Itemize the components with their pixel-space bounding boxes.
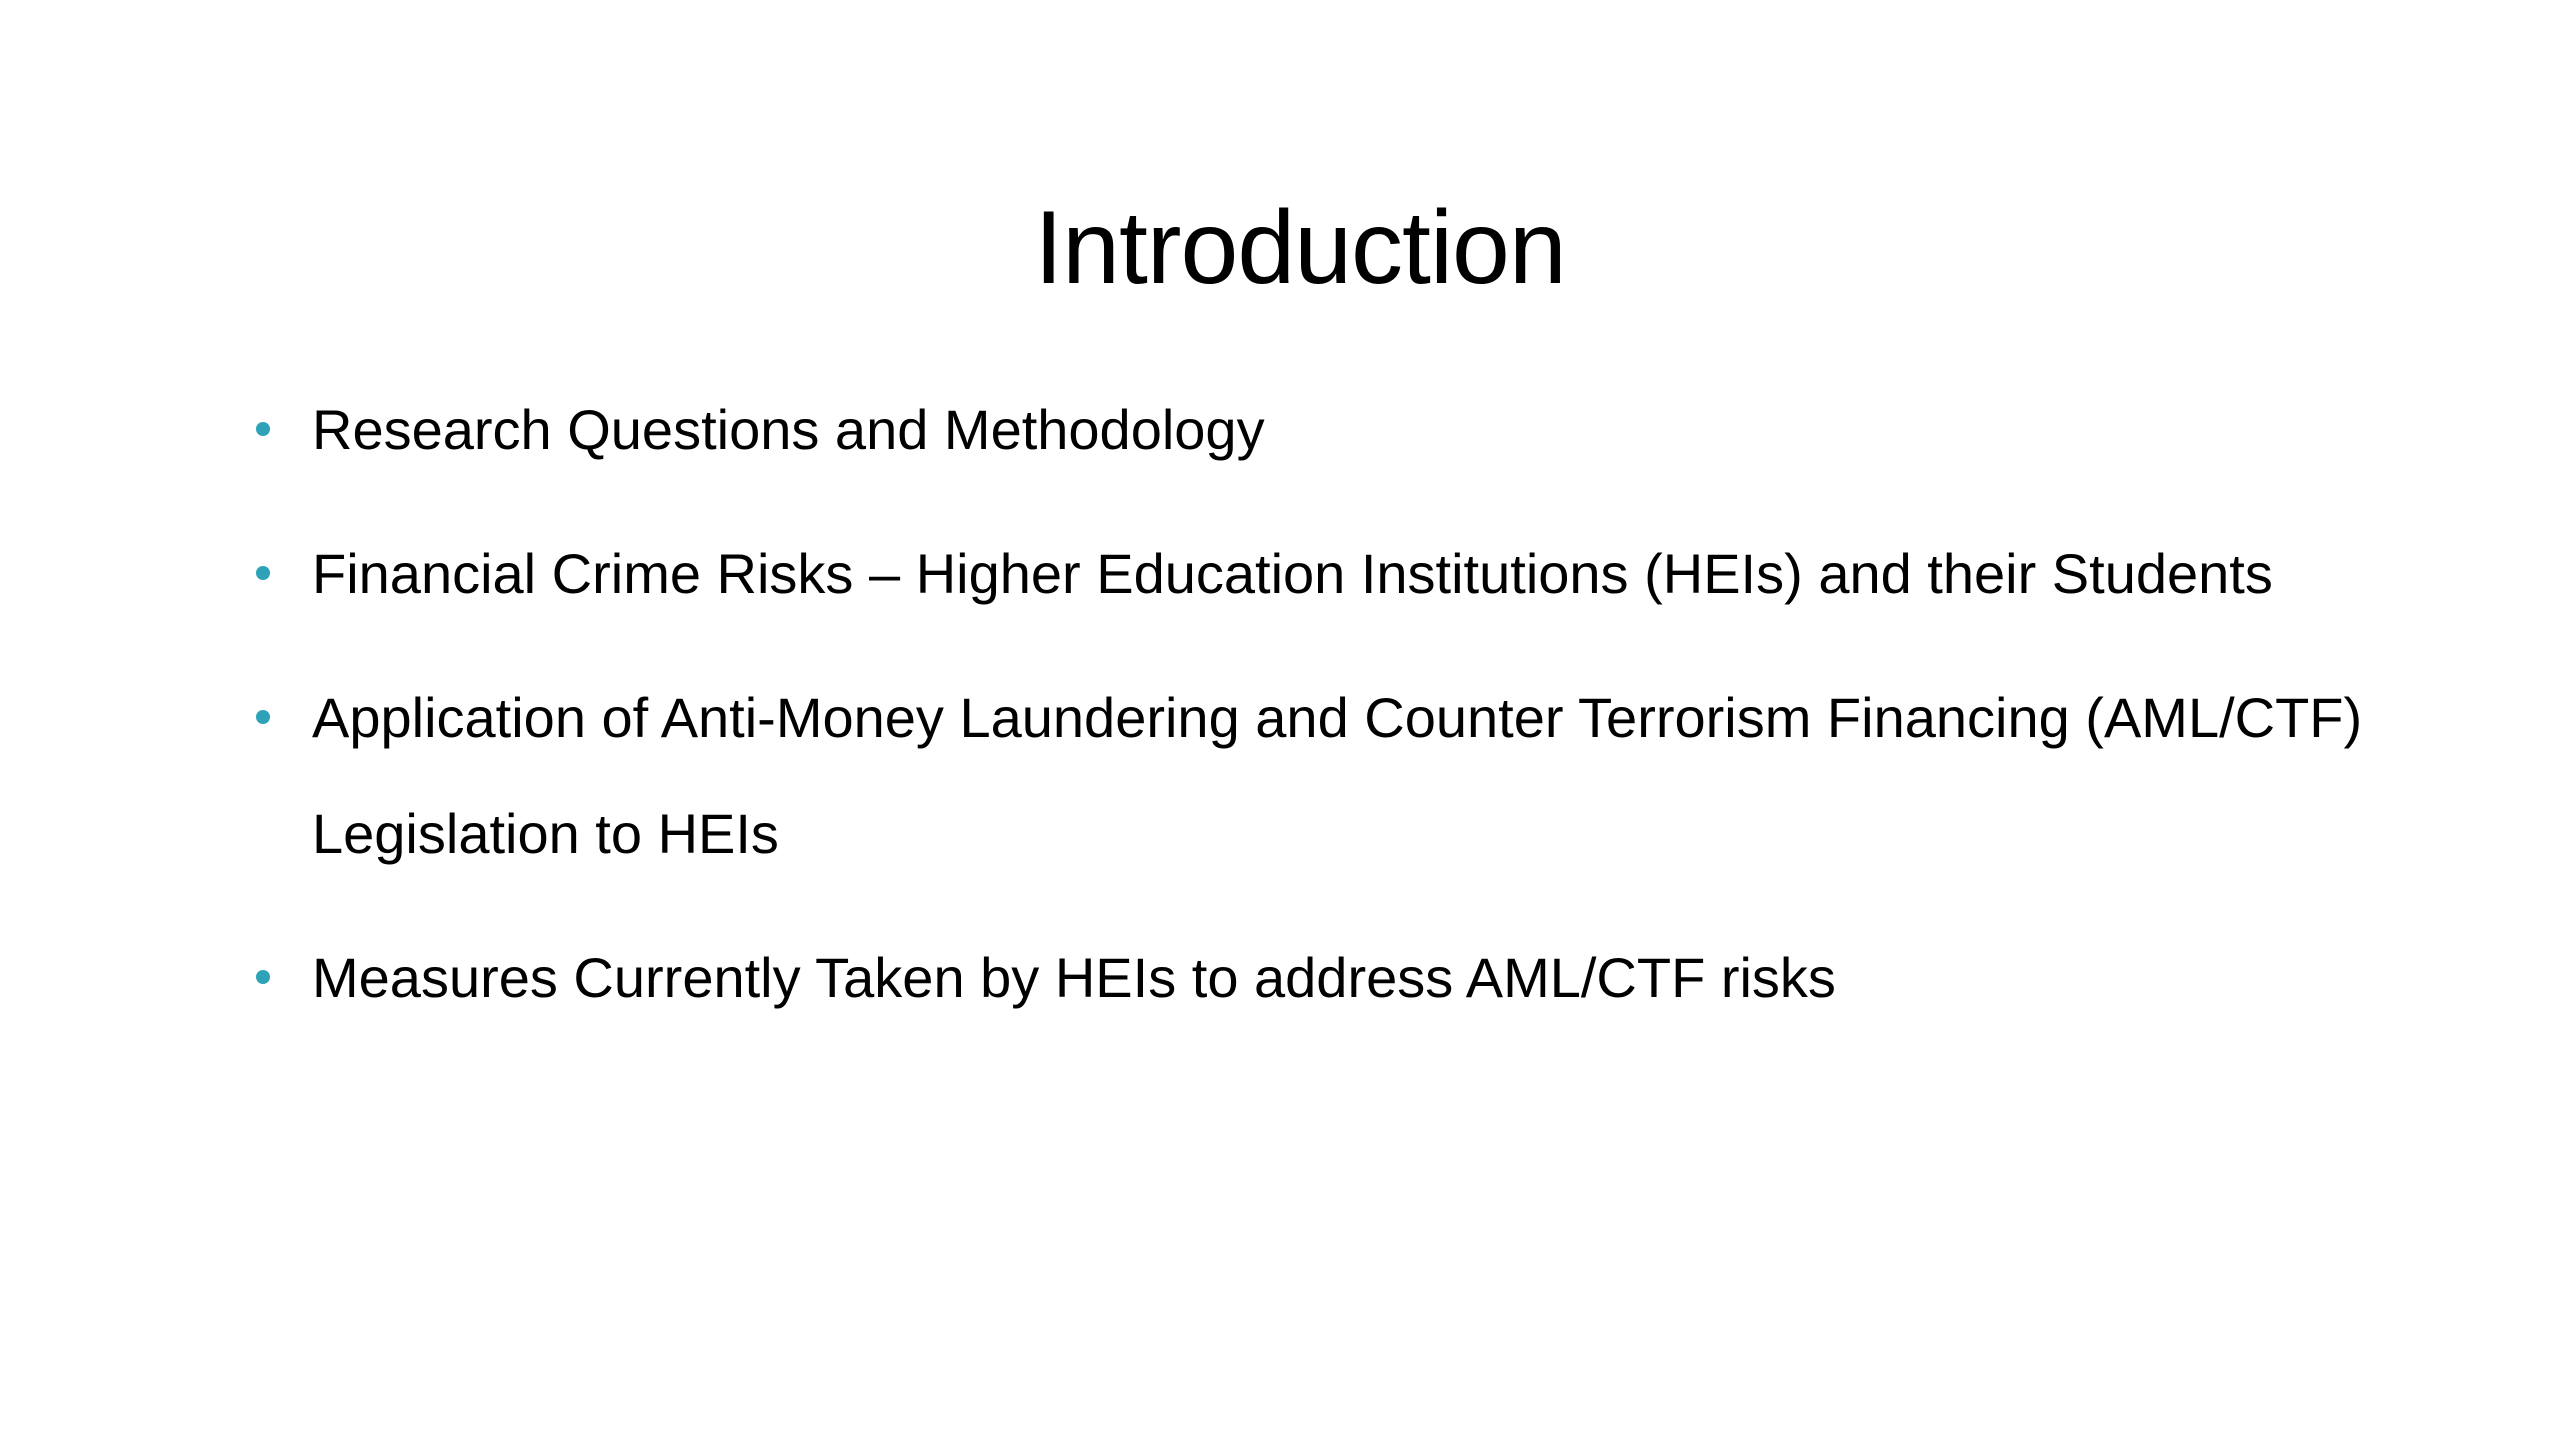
bullet-text: Financial Crime Risks – Higher Education Institutions (HEIs) and their Students bbox=[312, 542, 2273, 605]
bullet-item bbox=[252, 660, 2402, 892]
bullet-text: Research Questions and Methodology bbox=[312, 398, 1265, 461]
slide-title: Introduction bbox=[1034, 190, 1566, 306]
bullet-item bbox=[252, 920, 2402, 1036]
bullet-dot-icon bbox=[256, 422, 270, 436]
bullet-dot-icon bbox=[256, 970, 270, 984]
bullet-item bbox=[252, 372, 2402, 488]
bullet-dot-icon bbox=[256, 566, 270, 580]
bullet-dot-icon bbox=[256, 710, 270, 724]
bullet-text: Measures Currently Taken by HEIs to address AML/CTF risks bbox=[312, 946, 1836, 1009]
bullet-list bbox=[252, 372, 2402, 1064]
bullet-text: Application of Anti-Money Laundering and Counter Terrorism Financing (AML/CTF) Legislation to HEIs bbox=[312, 686, 2363, 865]
bullet-item bbox=[252, 516, 2402, 632]
